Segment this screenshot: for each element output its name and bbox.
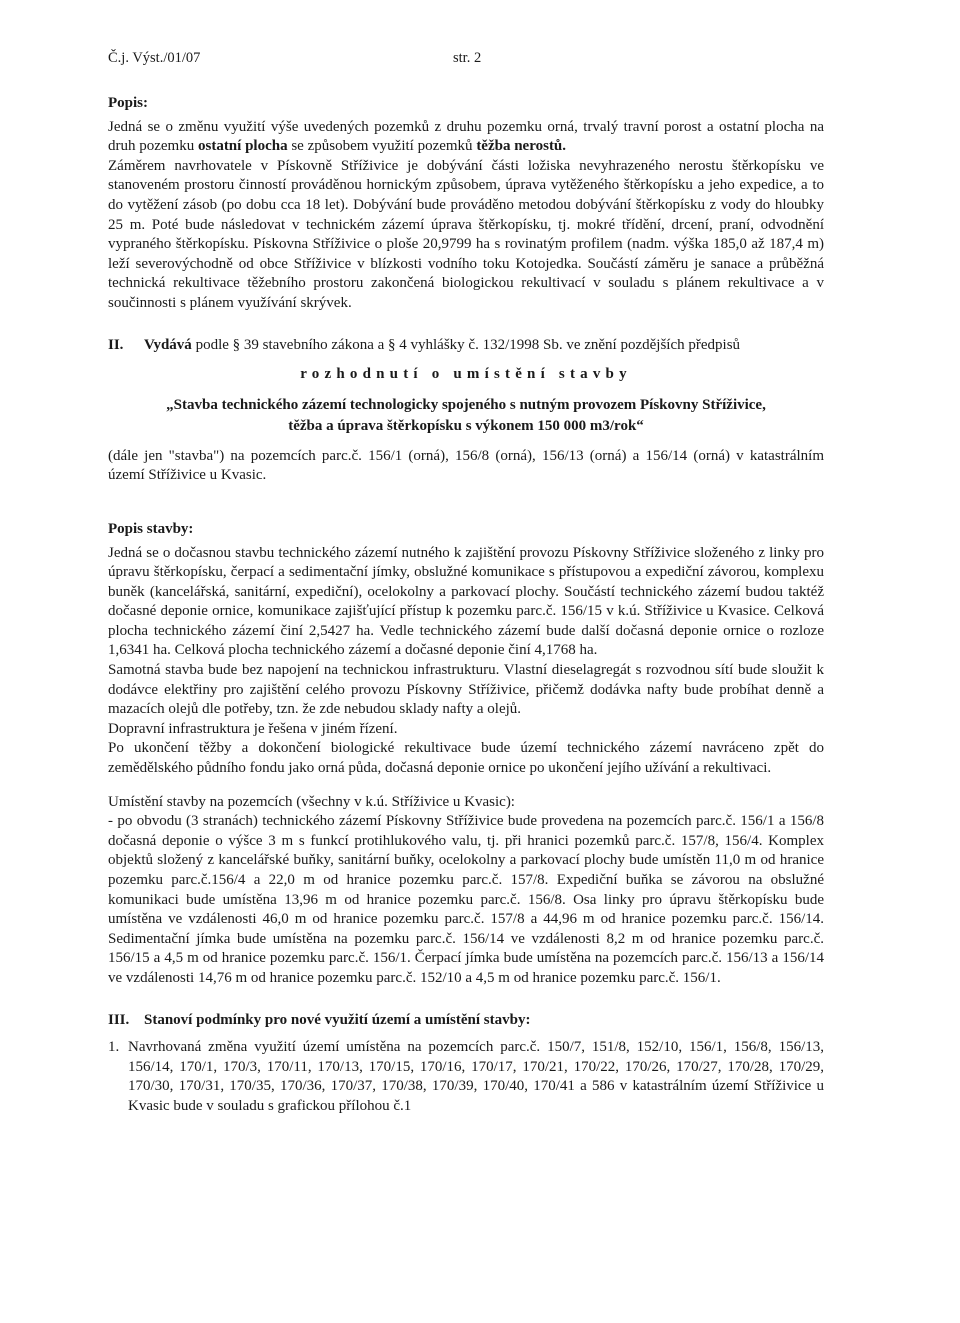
section-iii-number: III. [108, 1011, 130, 1028]
popis-bold-1: ostatní plocha [197, 138, 288, 155]
section-ii-rest: podle § 39 stavebního zákona a § 4 vyhlášky č. 132/1998 Sb. ve znění pozdějších předpisů [191, 336, 741, 353]
section-ii [108, 336, 824, 356]
popis-text-1: Jedná se o změnu využití výše uvedených pozemků z druhu pozemku orná, trvalý travní porost a ostatní plocha na druh pozemku [108, 118, 824, 155]
section-ii-bold: Vydává [144, 336, 192, 353]
umisteni-intro: Umístění stavby na pozemcích (všechny v k.ú. Stříživice u Kvasic): [108, 793, 515, 810]
condition-item-text: Navrhovaná změna využití území umístěna na pozemcích parc.č. 150/7, 151/8, 152/10, 156/1, 156/8, 156/13, 156/14, 170/1, 170/3, 170/11, 170/13, 170/15, 170/16, 170/17, 170/21, 170/22, 170/26, 170/27, 170/28, 170/29, 170/30, 170/31, 170/35, 170/36, 170/37, 170/38, 170/39, 170/40, 170/41 a 586 v katastrálním území Stříživice u Kvasic bude v souladu s grafickou přílohou č.1 [128, 1039, 824, 1114]
popis-stavby-paragraph-1: Jedná se o dočasnou stavbu technického zázemí nutného k zajištění provozu Pískovny Stříživice složeného z linky pro úpravu štěrkopísku, čerpací a sedimentační jímky, obslužné komunikace s přístupovou a expediční závorou, komplexu buněk (kancelářská, sanitární, expediční), ocelokolny a parkovací plochy. Součástí technického zázemí budou taktéž dočasné deponie ornice, komunikace zajišťující přístup k pozemku parc.č. 156/15 v k.ú. Stříživice u Kvasice. Celková plocha technického zázemí činí 2,5427 ha. Vedle technického zázemí bude další dočasná deponie ornice o rozloze 1,6341 ha. Celková plocha technického zázemí a dočasné deponie činí 4,1768 ha. [108, 544, 824, 659]
popis-paragraph-1 [108, 118, 824, 157]
section-ii-text [144, 336, 824, 356]
page-header [108, 50, 482, 67]
section-iii-heading [108, 1011, 824, 1031]
popis-stavby-paragraph-3: Dopravní infrastruktura je řešena v jiném řízení. [108, 720, 398, 737]
popis-heading: Popis: [108, 95, 149, 111]
construction-title-line-2: těžba a úprava štěrkopísku s výkonem 150 000 m3/rok“ [288, 417, 644, 434]
popis-stavby-paragraph-2: Samotná stavba bude bez napojení na technickou infrastrukturu. Vlastní dieselagregát s rozvodnou sítí bude sloužit k dodávce elektřiny pro zajištění celého provozu Pískovny Stříživice, přičemž dodávka nafty bude probíhat denně a mazacích olejů dle potřeby, tzn. že zde nebudou sklady nafty a olejů. [108, 662, 824, 718]
document-body [108, 94, 824, 1117]
popis-paragraph-2: Záměrem navrhovatele v Pískovně Stříživice je dobývání části ložiska nevyhrazeného nerostu štěrkopísku ve stanoveném prostoru činností prováděnou hornickým způsobem, úprava vytěženého štěrkopísku a jeho expedice, a to do vytěžení zásob (po dobu cca 18 let). Dobývání bude prováděno metodou dobývání štěrkopísku z vody do hloubky 25 m. Poté bude následovat v technickém zázemí úprava štěrkopísku, tj. mokré třídění, drcení, praní, odvodnění vypraného štěrkopísku. Pískovna Stříživice o ploše 20,9799 ha s rovinatým profilem (nadm. výška 185,0 až 187,4 m) leží severovýchodně od obce Stříživice v blízkosti vodního toku Kotojedka. Součástí záměru je sanace a průběžná technická rekultivace těžebního prostoru zakončená biologickou rekultivací v souladu s plánem rekultivace a v součinnosti s plánem využívání skrývek. [108, 157, 824, 311]
construction-title-line-1: „Stavba technického zázemí technologicky spojeného s nutným provozem Pískovny Stříživice, [166, 396, 766, 413]
construction-title [108, 395, 824, 437]
popis-stavby-heading: Popis stavby: [108, 520, 194, 537]
condition-item-number: 1. [108, 1039, 120, 1056]
page-number: str. 2 [453, 50, 482, 66]
popis-stavby-paragraph-4: Po ukončení těžby a dokončení biologické rekultivace bude území technického zázemí navráceno zpět do zemědělského půdního fondu jako orná půda, dočasná deponie ornice po ukončení jejího užívání a rekultivaci. [108, 740, 824, 777]
parcels-paragraph: (dále jen "stavba") na pozemcích parc.č. 156/1 (orná), 156/8 (orná), 156/13 (orná) a 156/14 (orná) v katastrálním území Stříživice u Kvasic. [108, 447, 824, 484]
reference-number: Č.j. Výst./01/07 [108, 50, 201, 66]
popis-text-2: se způsobem využití pozemků [287, 138, 477, 155]
popis-bold-2: těžba nerostů. [476, 138, 567, 155]
condition-item [108, 1038, 824, 1116]
section-iii-title: Stanoví podmínky pro nové využití území a umístění stavby: [144, 1011, 531, 1028]
section-ii-number: II. [108, 336, 124, 353]
decision-heading: rozhodnutí o umístění stavby [300, 366, 632, 383]
umisteni-text: - po obvodu (3 stranách) technického zázemí Pískovny Stříživice bude provedena na pozemcích parc.č. 156/1 a 156/8 dočasná deponie o výšce 3 m s funkcí protihlukového valu, tj. při hranici pozemků parc.č. 157/8, 156/4. Komplex objektů složený z kancelářské buňky, sanitární buňky, ocelokolny a parkovací plochy bude umístěn 11,0 m od hranice pozemku parc.č.156/4 a 22,0 m od hranice pozemku parc.č. 157/8. Expediční buňka se závorou na obslužné komunikaci bude umístěna 13,96 m od hranice pozemku parc.č. 156/8. Osa linky pro úpravu štěrkopísku bude umístěna ve vzdálenosti 46,0 m od hranice pozemku parc.č. 157/8 a 44,96 m od hranice pozemku parc.č. 156/14. Sedimentační jímka bude umístěna na pozemku parc.č. 156/14 ve vzdálenosti 8,2 m od hranice pozemku parc.č. 156/15 a 4,5 m od hranice pozemku parc.č. 156/1. Čerpací jímka bude umístěna na pozemcích parc.č. 156/13 a 156/14 ve vzdálenosti 14,76 m od hranice pozemku parc.č. 152/10 a 4,5 m od hranice pozemku parc.č. 156/1. [108, 813, 824, 986]
